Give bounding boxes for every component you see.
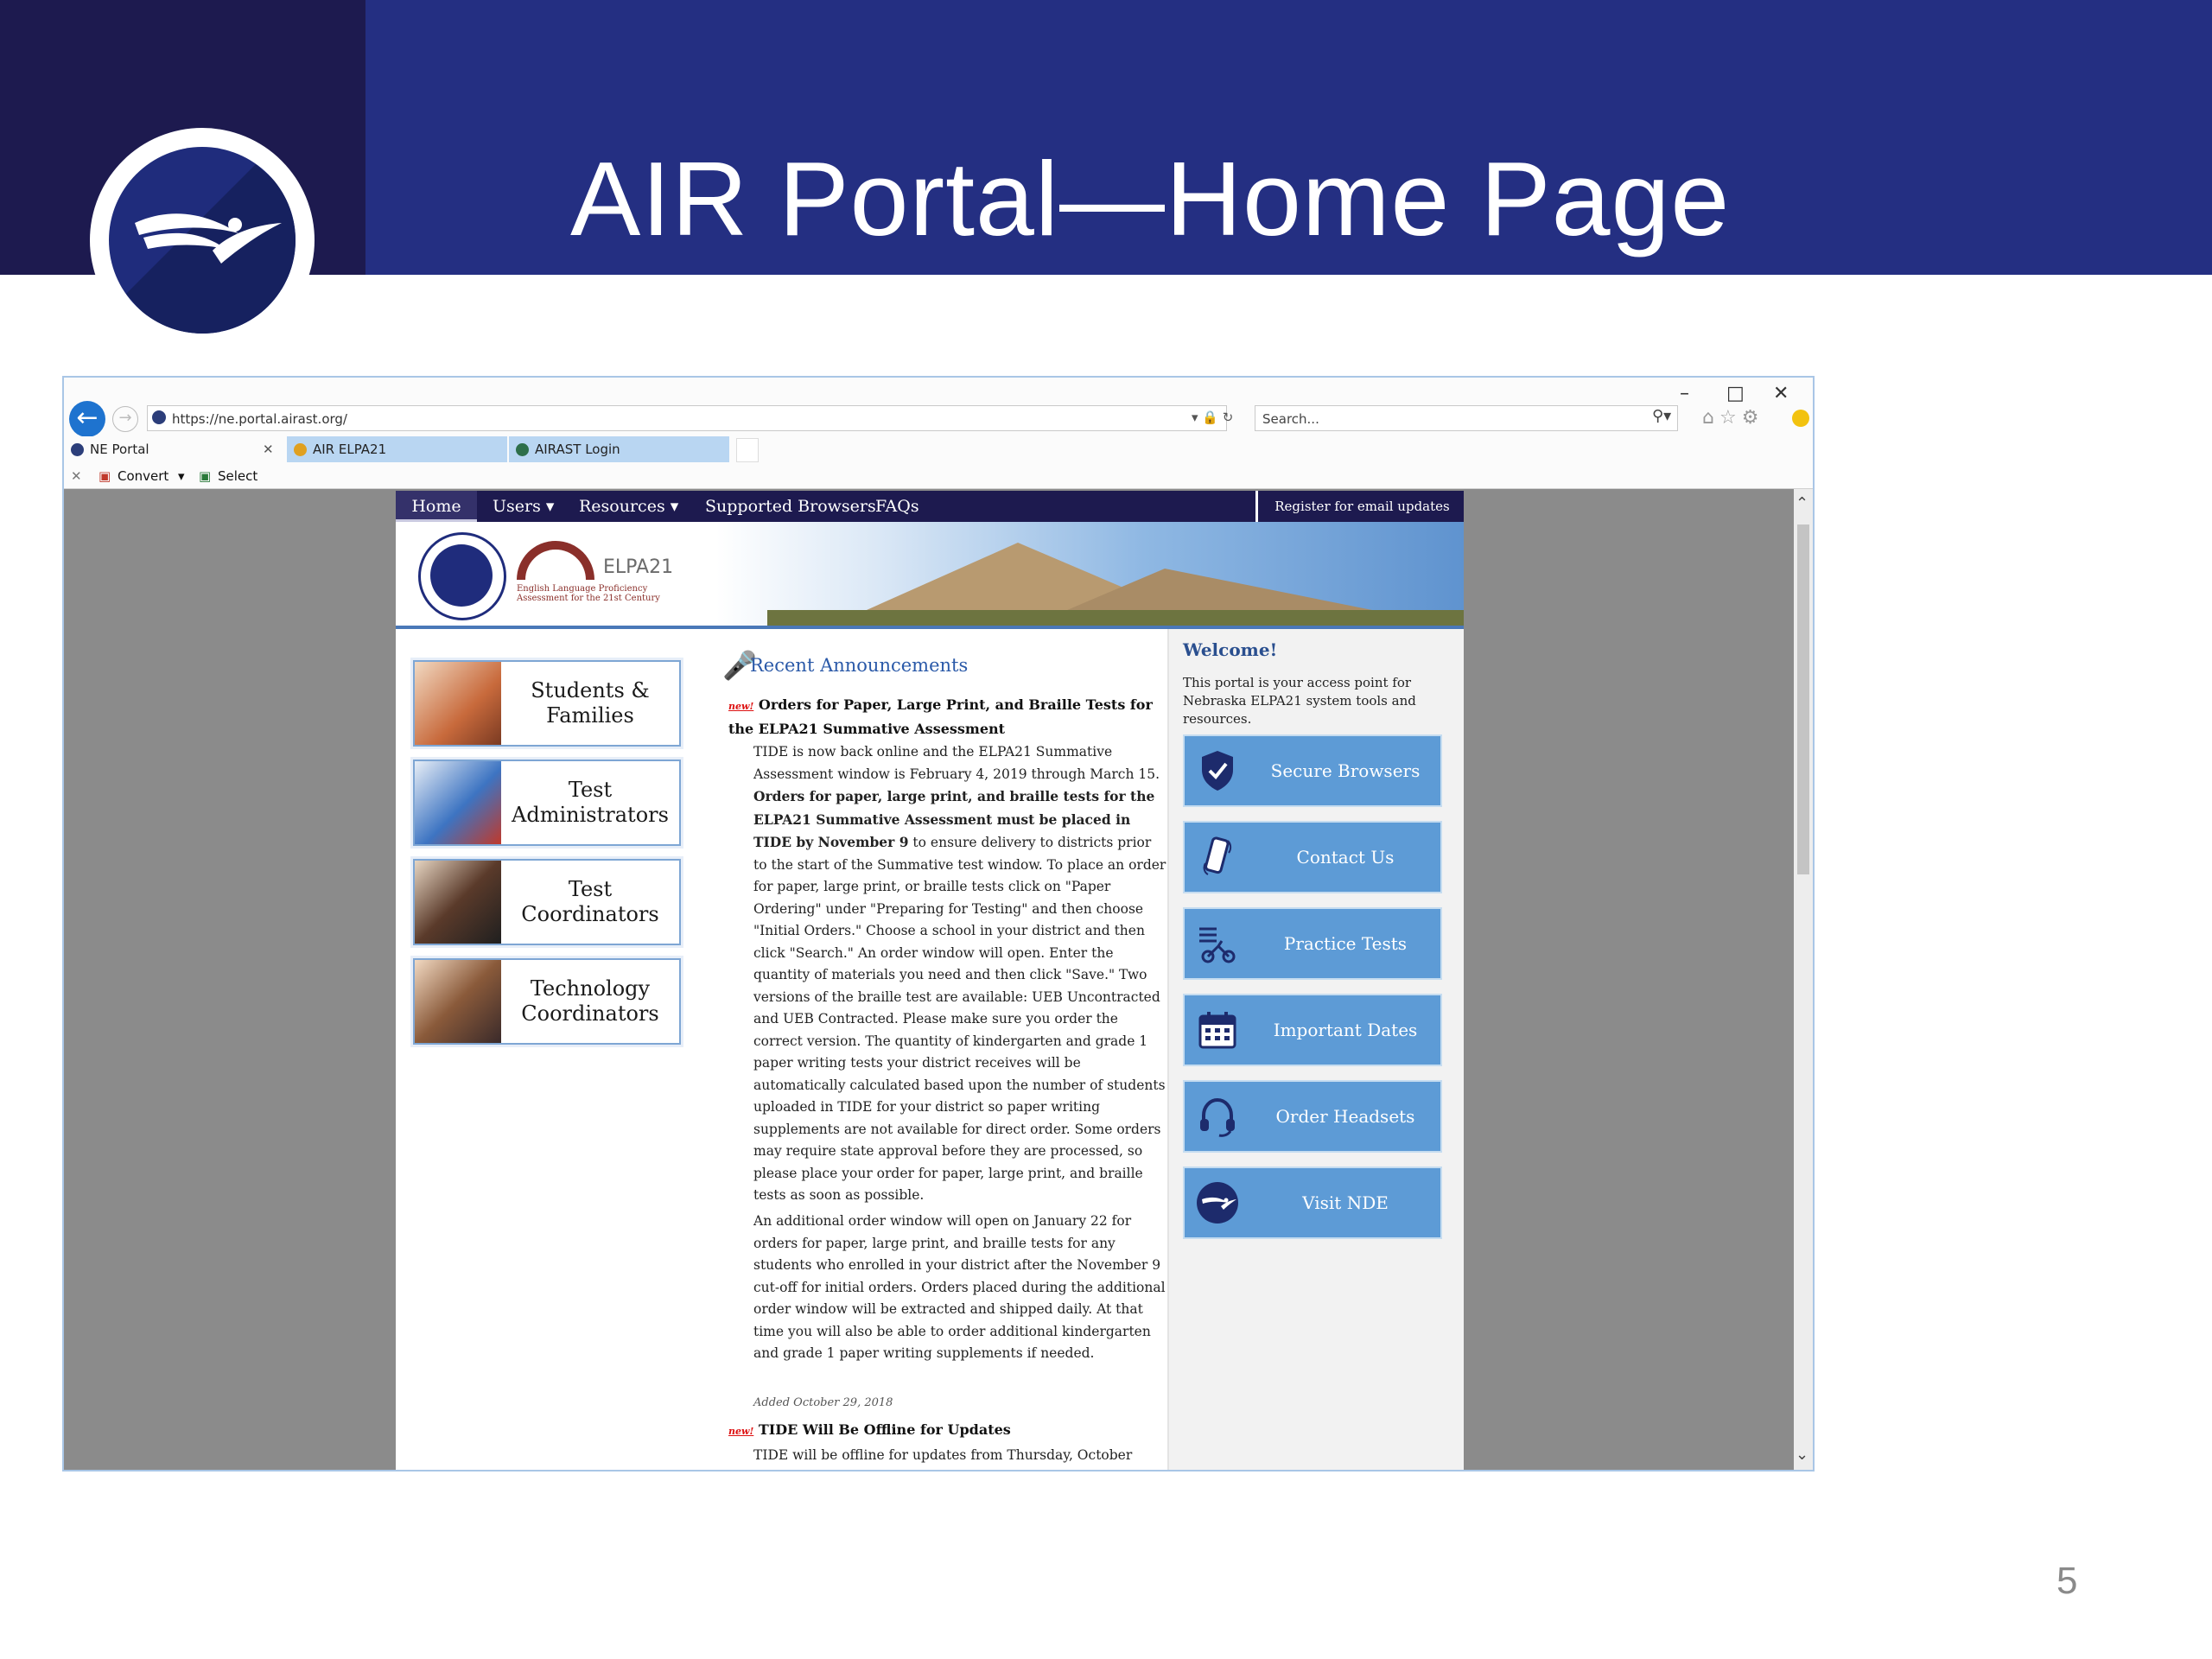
role-label: Test Coordinators [521,877,659,926]
administrator-photo [415,761,501,844]
address-bar[interactable]: https://ne.portal.airast.org/ [147,405,1227,431]
site-favicon-icon [71,443,84,456]
tab-label: AIR ELPA21 [313,442,387,457]
shield-check-icon [1185,736,1250,805]
nde-logo-icon [1185,1168,1250,1237]
tab-airast-login[interactable] [509,436,729,462]
toolbar-icons[interactable]: ⌂☆⚙ [1702,407,1764,429]
forward-button[interactable]: → [112,406,138,432]
new-badge: new! [728,701,754,712]
tab-label: NE Portal [90,442,149,457]
order-headsets-button[interactable] [1183,1080,1442,1153]
tricycle-list-icon [1185,909,1250,978]
portal-page [396,491,1464,1471]
coordinator-photo [415,861,501,944]
students-photo [415,662,501,745]
role-test-coordinators-button[interactable] [413,859,681,945]
side-button-label: Practice Tests [1283,933,1408,954]
body-text: TIDE is now back online and the ELPA21 Summative Assessment window is February 4, 2019 through March 15. [753,744,1160,782]
grassland-image [767,610,1464,626]
tab-label: AIRAST Login [535,442,620,457]
elpa-favicon-icon [294,443,307,456]
role-technology-coordinators-button[interactable] [413,958,681,1045]
technology-team-photo [415,960,501,1043]
airast-favicon-icon [516,443,529,456]
register-email-updates-button[interactable]: Register for email updates [1255,491,1464,522]
side-button-label: Visit NDE [1302,1192,1389,1213]
side-button-label: Secure Browsers [1270,760,1421,781]
close-window-button[interactable]: ✕ [1773,383,1789,404]
headline-text: TIDE Will Be Offline for Updates [758,1421,1011,1438]
nav-users[interactable]: Users ▾ [493,497,555,516]
close-icon[interactable]: ✕ [71,468,82,484]
announcement-body: TIDE will be offline for updates from Thursday, October [753,1447,1133,1463]
side-button-label: Contact Us [1296,847,1395,868]
maximize-button[interactable]: □ [1726,383,1745,404]
contact-us-button[interactable] [1183,821,1442,893]
chevron-down-icon[interactable]: ▾ [178,468,185,484]
important-dates-button[interactable] [1183,994,1442,1066]
secure-browsers-button[interactable] [1183,734,1442,807]
convert-pdf-icon: ▣ [99,468,111,484]
body-text: to ensure delivery to districts prior to the start of the Summative test window. To place an order for paper, large print, or braille tests click on "Paper Ordering" under "Preparing for Testing" and then choose "Initial Orders." Choose a school in your district and then click "Search." An order window will open. Enter the quantity of materials you need and then click "Save." Two versions of the braille test are available: UEB Uncontracted and UEB Contracted. Please make sure you order the correct version. The quantity of kindergarten and grade 1 paper writing tests your district receives will be automatically calculated based upon the number of students uploaded in TIDE for your district so paper writing supplements are not available for direct order. Some orders may require state approval before they are processed, so please place your order for paper, large print, and braille tests as soon as possible. [753,835,1166,1203]
side-button-label: Important Dates [1273,1020,1418,1040]
calendar-icon [1185,995,1250,1065]
side-button-label: Order Headsets [1275,1106,1415,1127]
back-button[interactable]: ← [69,401,105,437]
announcement-date: Added October 29, 2018 [753,1396,893,1409]
ne-seal-icon [430,544,493,607]
elpa21-logo-name: ELPA21 [603,556,674,578]
elpa21-logo-subtitle: English Language Proficiency Assessment for the 21st Century [517,584,660,603]
feedback-smiley-icon[interactable] [1792,410,1809,427]
site-icon [152,410,166,424]
role-label: Technology Coordinators [521,976,659,1026]
announcement-body [753,741,1168,1207]
lock-refresh-icon[interactable]: ▾ 🔒 ↻ [1192,410,1234,425]
nav-supported-browsers[interactable]: Supported Browsers [705,497,876,516]
scroll-up-icon[interactable]: ⌃ [1796,494,1809,512]
new-badge: new! [728,1426,754,1437]
role-test-administrators-button[interactable] [413,760,681,846]
scroll-down-icon[interactable]: ⌄ [1796,1446,1809,1464]
welcome-title: Welcome! [1183,639,1278,660]
microphone-icon: 🎤 [722,649,757,682]
practice-tests-button[interactable] [1183,907,1442,980]
welcome-text: This portal is your access point for Nebraska ELPA21 system tools and resources. [1183,675,1416,727]
role-label: Students & Families [531,678,650,728]
announcement-body-2: An additional order window will open on January 22 for orders for paper, large print, and braille tests for any students who enrolled in your district after the November 9 cut-off for initial orders. Orders placed during the additional order window will be extracted and shipped daily. At that time you will also be able to order additional kindergarten and grade 1 paper writing supplements if needed. [753,1213,1166,1361]
search-icon[interactable]: ⚲▾ [1652,407,1672,425]
minimize-button[interactable]: – [1680,383,1689,404]
select-button[interactable]: Select [218,468,258,484]
page-number: 5 [2056,1560,2078,1602]
announcements-title: Recent Announcements [750,655,969,676]
browser-window [62,376,1815,1471]
role-label: Test Administrators [512,778,669,827]
slide-title: AIR Portal—Home Page [570,140,1731,257]
role-students-families-button[interactable] [413,660,681,747]
close-tab-icon[interactable]: ✕ [263,442,274,457]
visit-nde-button[interactable] [1183,1166,1442,1239]
announcement-headline[interactable] [728,1419,1165,1443]
nde-logo-icon [109,147,296,334]
new-tab-button[interactable] [736,438,759,462]
headline-text: Orders for Paper, Large Print, and Braille Tests for the ELPA21 Summative Assessment [728,696,1153,737]
headset-icon [1185,1082,1250,1151]
scrollbar-thumb[interactable] [1797,524,1809,874]
search-input[interactable]: Search... [1255,405,1678,431]
column-divider [1167,629,1169,1471]
tab-ne-portal[interactable] [64,436,284,462]
nav-faqs[interactable]: FAQs [875,497,919,516]
body-emphasis: Orders for paper, large print, and braille tests for the ELPA21 Summative Assessment must be placed in TIDE by November 9 [753,788,1155,850]
convert-button[interactable]: Convert [118,468,169,484]
command-bar [64,464,1813,488]
select-icon: ▣ [199,468,212,484]
tab-air-elpa21[interactable] [287,436,507,462]
browser-chrome [64,378,1813,489]
phone-icon [1185,823,1250,892]
nav-resources[interactable]: Resources ▾ [579,497,679,516]
announcement-headline[interactable] [728,694,1165,741]
nav-home[interactable]: Home [396,491,477,522]
